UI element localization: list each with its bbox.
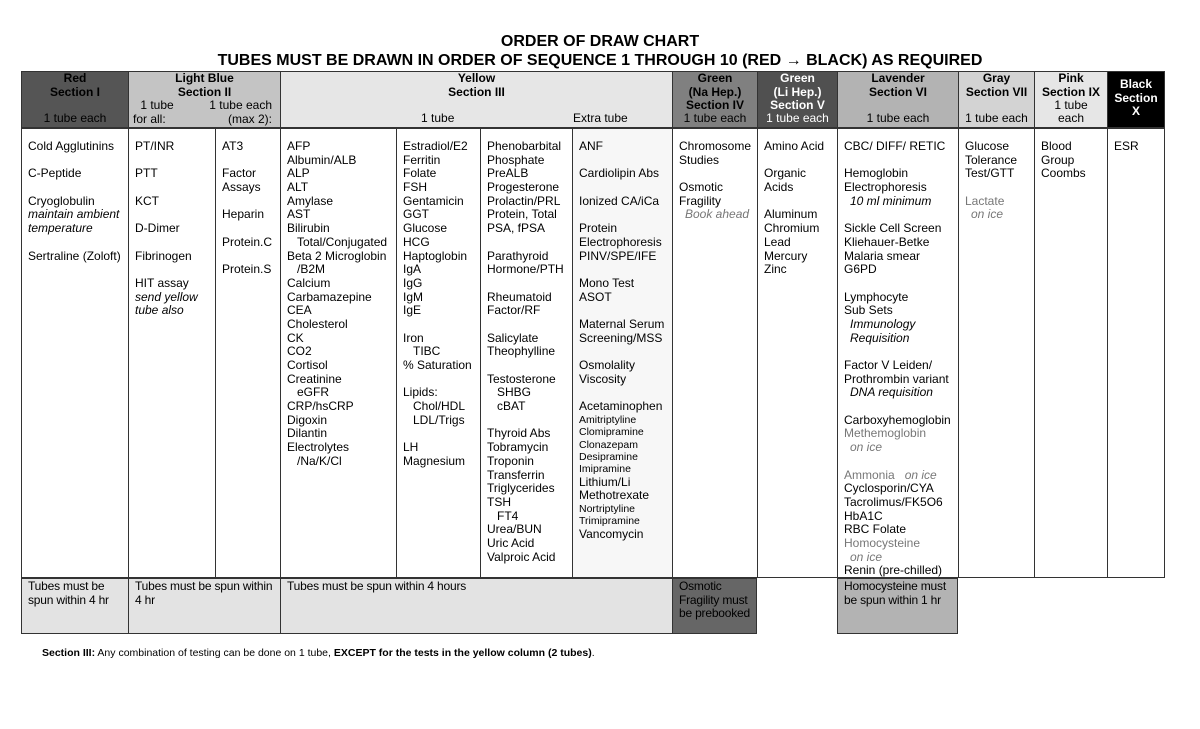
test-item: Cyclosporin/CYA [844,481,934,496]
test-item: Group [1041,152,1075,167]
test-item: Heparin [222,207,265,222]
test-item: ALP [287,166,310,181]
test-item: Prolactin/PRL [487,193,561,208]
test-item: Theophylline [487,344,556,359]
spacer [222,222,280,236]
test-item: PT/INR [135,139,175,153]
spacer [579,263,672,277]
test-item: /B2M [297,262,326,277]
test-item: Electrolytes [287,440,350,455]
column-gray [958,128,1034,578]
test-item: Studies [679,152,720,167]
spacer [579,154,672,168]
column-red [21,128,128,578]
test-item: Screening/MSS [579,330,663,345]
header-green-na: Green (Na Hep.) Section IV 1 tube each [672,71,757,128]
test-item: Carbamazepine [287,289,372,304]
test-item: Chol/HDL [413,399,466,414]
header-light-blue: Light Blue Section II 1 tube for all: 1 tube each (max 2): [128,71,280,128]
test-item: Bilirubin [287,221,330,236]
test-item: Organic [764,166,807,181]
test-item: Rheumatoid [487,289,552,304]
spacer [135,181,215,195]
test-item: FT4 [497,508,519,523]
spacer [487,318,572,332]
test-item: Testosterone [487,371,556,386]
section-iii-note: Section III: Any combination of testing can be done on 1 tube, EXCEPT for the tests in the yellow column (2 tubes). [42,647,595,659]
test-item: Factor/RF [487,303,541,318]
test-item: on ice [971,207,1004,222]
header-lavender: Lavender Section VI 1 tube each [837,71,958,128]
test-item: maintain ambient [28,207,120,222]
spacer [403,318,480,332]
test-item: Chromium [764,221,820,236]
test-item: Assays [222,180,261,195]
test-item: Cholesterol [287,316,348,331]
spacer [844,154,958,168]
test-item: Magnesium [403,453,466,468]
spacer [844,345,958,359]
test-item: PINV/SPE/IFE [579,248,657,263]
column-yellow-2 [396,128,480,578]
test-item: Ionized CA/iCa [579,193,660,208]
test-name: Ammonia [844,467,895,482]
test-item: Aluminum [764,207,818,222]
test-item: Nortriptyline [579,503,636,516]
test-item: Acids [764,180,794,195]
test-item: RBC Folate [844,522,907,537]
test-item: Glucose [403,221,448,236]
column-light-blue-1 [128,128,215,578]
test-item: ASOT [579,289,612,304]
spacer [844,455,958,469]
spacer [222,250,280,264]
test-item: Urea/BUN [487,522,542,537]
spacer [844,208,958,222]
test-item: LDL/Trigs [413,412,465,427]
footer-yellow-note: Tubes must be spun within 4 hours [280,578,672,634]
test-item: HIT assay [135,275,189,290]
test-item: Uric Acid [487,535,535,550]
test-item: Sub Sets [844,303,893,318]
test-item: Clonazepam [579,438,638,451]
test-item: Imipramine [579,463,631,476]
spacer [844,400,958,414]
test-item: ANF [579,139,603,153]
test-item: C-Peptide [28,166,82,181]
page-title: ORDER OF DRAW CHART [500,33,700,50]
test-item: Salicylate [487,330,539,345]
test-item: Fibrinogen [135,248,192,263]
test-item: Lead [764,234,791,249]
test-item: Calcium [287,275,331,290]
test-item: tube also [135,303,184,318]
test-item: Osmolality [579,358,636,372]
column-black [1107,128,1165,578]
test-item: CRP/hsCRP [287,399,354,414]
test-item: Lipids: [403,385,438,400]
footer-lavender-note: Homocysteine must be spun within 1 hr [837,578,958,634]
test-item: Albumin/ALB [287,152,357,167]
test-item: PreALB [487,166,529,181]
test-item: Tolerance [965,152,1018,167]
spacer [844,277,958,291]
header-pink: Pink Section IX 1 tube each [1034,71,1107,128]
test-item: Parathyroid [487,248,549,263]
test-item: 10 ml minimum [850,193,932,208]
test-item: eGFR [297,385,330,400]
test-item: Valproic Acid [487,549,556,564]
spacer [135,154,215,168]
spacer [403,427,480,441]
test-item: ALT [287,180,309,195]
spacer [965,181,1034,195]
test-item: Lymphocyte [844,289,909,304]
test-item: Haptoglobin [403,248,468,263]
test-item: Desipramine [579,450,638,463]
test-item: D-Dimer [135,221,180,236]
spacer [487,236,572,250]
test-item: KCT [135,193,159,208]
test-item: Factor [222,166,257,181]
test-item: send yellow [135,289,198,304]
test-item: Total/Conjugated [297,234,388,249]
test-item: Creatinine [287,371,342,386]
test-item: Estradiol/E2 [403,139,468,153]
header-black: Black Section X [1107,71,1165,128]
column-pink [1034,128,1107,578]
header-yellow: Yellow Section III 1 tube Extra tube [280,71,672,128]
spacer [764,195,837,209]
test-item: Electrophoresis [844,180,927,195]
test-item: Hormone/PTH [487,262,564,277]
test-item: Homocysteine [844,535,921,550]
test-item: Sickle Cell Screen [844,221,942,236]
test-item [844,469,958,483]
test-item: Trimipramine [579,515,640,528]
test-item: Chromosome [679,139,752,153]
test-item: Thyroid Abs [487,426,551,441]
test-item: Methotrexate [579,488,650,503]
column-green-na [672,128,757,578]
test-item: Mercury [764,248,808,263]
test-item: Amitriptyline [579,413,637,426]
test-item: Electrophoresis [579,234,662,249]
test-note: on ice [904,467,937,482]
test-item: Protein.C [222,234,273,249]
test-item: CEA [287,303,312,318]
page-subtitle: TUBES MUST BE DRAWN IN ORDER OF SEQUENCE 1 THROUGH 10 (RED → BLACK) AS REQUIRED [217,52,983,69]
test-item: Phosphate [487,152,545,167]
test-item: Troponin [487,453,534,468]
test-item: LH [403,440,419,455]
test-item: Book ahead [685,207,750,222]
test-item: Factor V Leiden/ [844,358,933,372]
test-item: Transferrin [487,467,545,482]
spacer [28,154,128,168]
test-item: AT3 [222,139,244,153]
test-item: Maternal Serum [579,316,665,331]
footer-green-na-note: Osmotic Fragility must be prebooked [672,578,757,634]
test-item: Phenobarbital [487,139,562,153]
header-green-li: Green (Li Hep.) Section V 1 tube each [757,71,837,128]
spacer [135,236,215,250]
test-item: CBC/ DIFF/ RETIC [844,139,946,153]
spacer [679,167,757,181]
test-item: DNA requisition [850,385,933,400]
test-item: Osmotic [679,180,724,195]
test-item: Methemoglobin [844,426,927,441]
test-item: Hemoglobin [844,166,909,181]
test-item: AST [287,207,311,222]
test-item: % Saturation [403,358,472,372]
test-item: temperature [28,221,93,236]
test-item: Kliehauer-Betke [844,234,930,249]
header-red: Red Section I 1 tube each [21,71,128,128]
test-item: Amino Acid [764,139,825,153]
spacer [487,359,572,373]
test-item: IgG [403,275,423,290]
test-item: Folate [403,166,437,181]
test-item: Clomipramine [579,426,644,439]
spacer [222,154,280,168]
test-item: Protein, Total [487,207,557,222]
test-item: FSH [403,180,427,195]
spacer [487,277,572,291]
spacer [28,236,128,250]
test-item: HCG [403,234,430,249]
test-item: TSH [487,494,511,509]
test-item: Tobramycin [487,440,549,455]
test-item: Glucose [965,139,1010,153]
test-item: Mono Test [579,275,635,290]
test-item: Sertraline (Zoloft) [28,248,121,263]
test-item: Coombs [1041,166,1086,181]
test-item: Cortisol [287,358,328,372]
test-item: Prothrombin variant [844,371,949,386]
test-item: GGT [403,207,429,222]
test-item: HbA1C [844,508,883,523]
spacer [487,414,572,428]
test-item: Cardiolipin Abs [579,166,660,181]
spacer [579,345,672,359]
test-item: AFP [287,139,311,153]
column-yellow-extra [572,128,672,578]
test-item: Digoxin [287,412,328,427]
column-lavender [837,128,958,578]
spacer [579,181,672,195]
test-item: Requisition [850,330,910,345]
test-item: Acetaminophen [579,399,663,414]
test-item: Vancomycin [579,526,644,541]
footer-light-blue-note: Tubes must be spun within 4 hr [128,578,280,634]
test-item: Iron [403,330,424,345]
test-item: on ice [850,549,883,564]
test-item: Cold Agglutinins [28,139,115,153]
test-item: TIBC [413,344,441,359]
test-item: IgE [403,303,422,318]
test-item: Zinc [764,262,787,277]
spacer [764,154,837,168]
column-yellow-3 [480,128,572,578]
test-item: IgM [403,289,424,304]
test-item: /Na/K/Cl [297,453,342,468]
test-item: PTT [135,166,158,181]
test-item: IgA [403,262,422,277]
test-item: PSA, fPSA [487,221,546,236]
test-item: CK [287,330,304,345]
header-gray: Gray Section VII 1 tube each [958,71,1034,128]
test-item: Beta 2 Microglobin [287,248,387,263]
test-item: Cryoglobulin [28,193,95,208]
test-item: Progesterone [487,180,560,195]
column-light-blue-2 [215,128,280,578]
test-item: Dilantin [287,426,328,441]
test-item: Carboxyhemoglobin [844,412,951,427]
test-item: G6PD [844,262,877,277]
test-item: Fragility [679,193,722,208]
footer-red-note: Tubes must be spun within 4 hr [21,578,128,634]
test-item: CO2 [287,344,312,359]
column-yellow-1 [280,128,396,578]
spacer [579,208,672,222]
test-item: Immunology [850,316,916,331]
spacer [579,386,672,400]
test-item: Amylase [287,193,334,208]
test-item: Malaria smear [844,248,921,263]
test-item: Blood [1041,139,1072,153]
spacer [135,208,215,222]
test-item: Renin (pre-chilled) [844,563,943,578]
test-item: Tacrolimus/FK5O6 [844,494,943,509]
test-item: Lithium/Li [579,474,631,489]
test-item: Gentamicin [403,193,464,208]
test-item: Triglycerides [487,481,555,496]
test-item: Lactate [965,193,1005,208]
test-item: Viscosity [579,371,627,386]
spacer [28,181,128,195]
spacer [579,304,672,318]
test-item: cBAT [497,399,526,414]
test-item: on ice [850,440,883,455]
spacer [135,263,215,277]
test-item: SHBG [497,385,532,400]
test-item: Protein.S [222,262,272,277]
test-item: ESR [1114,139,1139,153]
test-item: Ferritin [403,152,441,167]
spacer [222,195,280,209]
column-green-li [757,128,837,578]
test-item: Protein [579,221,618,236]
spacer [403,373,480,387]
test-item: Test/GTT [965,166,1015,181]
